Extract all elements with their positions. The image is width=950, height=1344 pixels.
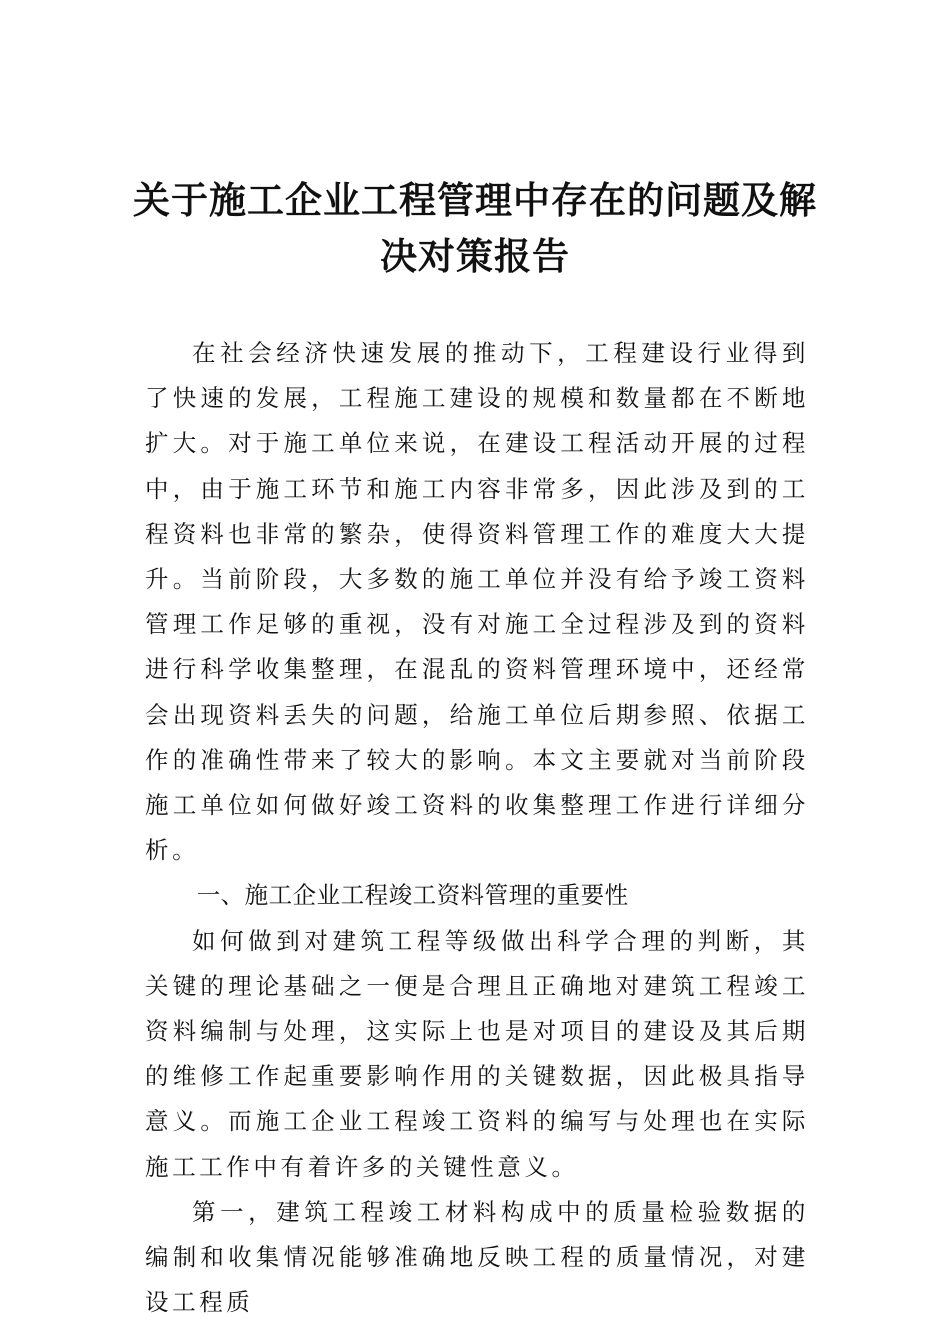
document-title: 关于施工企业工程管理中存在的问题及解决对策报告 [133,178,817,278]
document-body [145,331,809,1325]
section-paragraph: 如何做到对建筑工程等级做出科学合理的判断，其关键的理论基础之一便是合理且正确地对建筑工程竣工资料编制与处理，这实际上也是对项目的建设及其后期的维修工作起重要影响作用的关键数据，因此极具指导意义。而施工企业工程竣工资料的编写与处理也在实际施工工作中有着许多的关键性意义。 [145,926,809,1181]
intro-paragraph: 在社会经济快速发展的推动下，工程建设行业得到了快速的发展，工程施工建设的规模和数量都在不断地扩大。对于施工单位来说，在建设工程活动开展的过程中，由于施工环节和施工内容非常多，因此涉及到的工程资料也非常的繁杂，使得资料管理工作的难度大大提升。当前阶段，大多数的施工单位并没有给予竣工资料管理工作足够的重视，没有对施工全过程涉及到的资料进行科学收集整理，在混乱的资料管理环境中，还经常会出现资料丢失的问题，给施工单位后期参照、依据工作的准确性带来了较大的影响。本文主要就对当前阶段施工单位如何做好竣工资料的收集整理工作进行详细分析。 [145,339,809,865]
section-paragraph: 第一，建筑工程竣工材料构成中的质量检验数据的编制和收集情况能够准确地反映工程的质量情况，对建设工程质 [145,1197,809,1317]
section-heading: 一、施工企业工程竣工资料管理的重要性 [196,881,629,910]
